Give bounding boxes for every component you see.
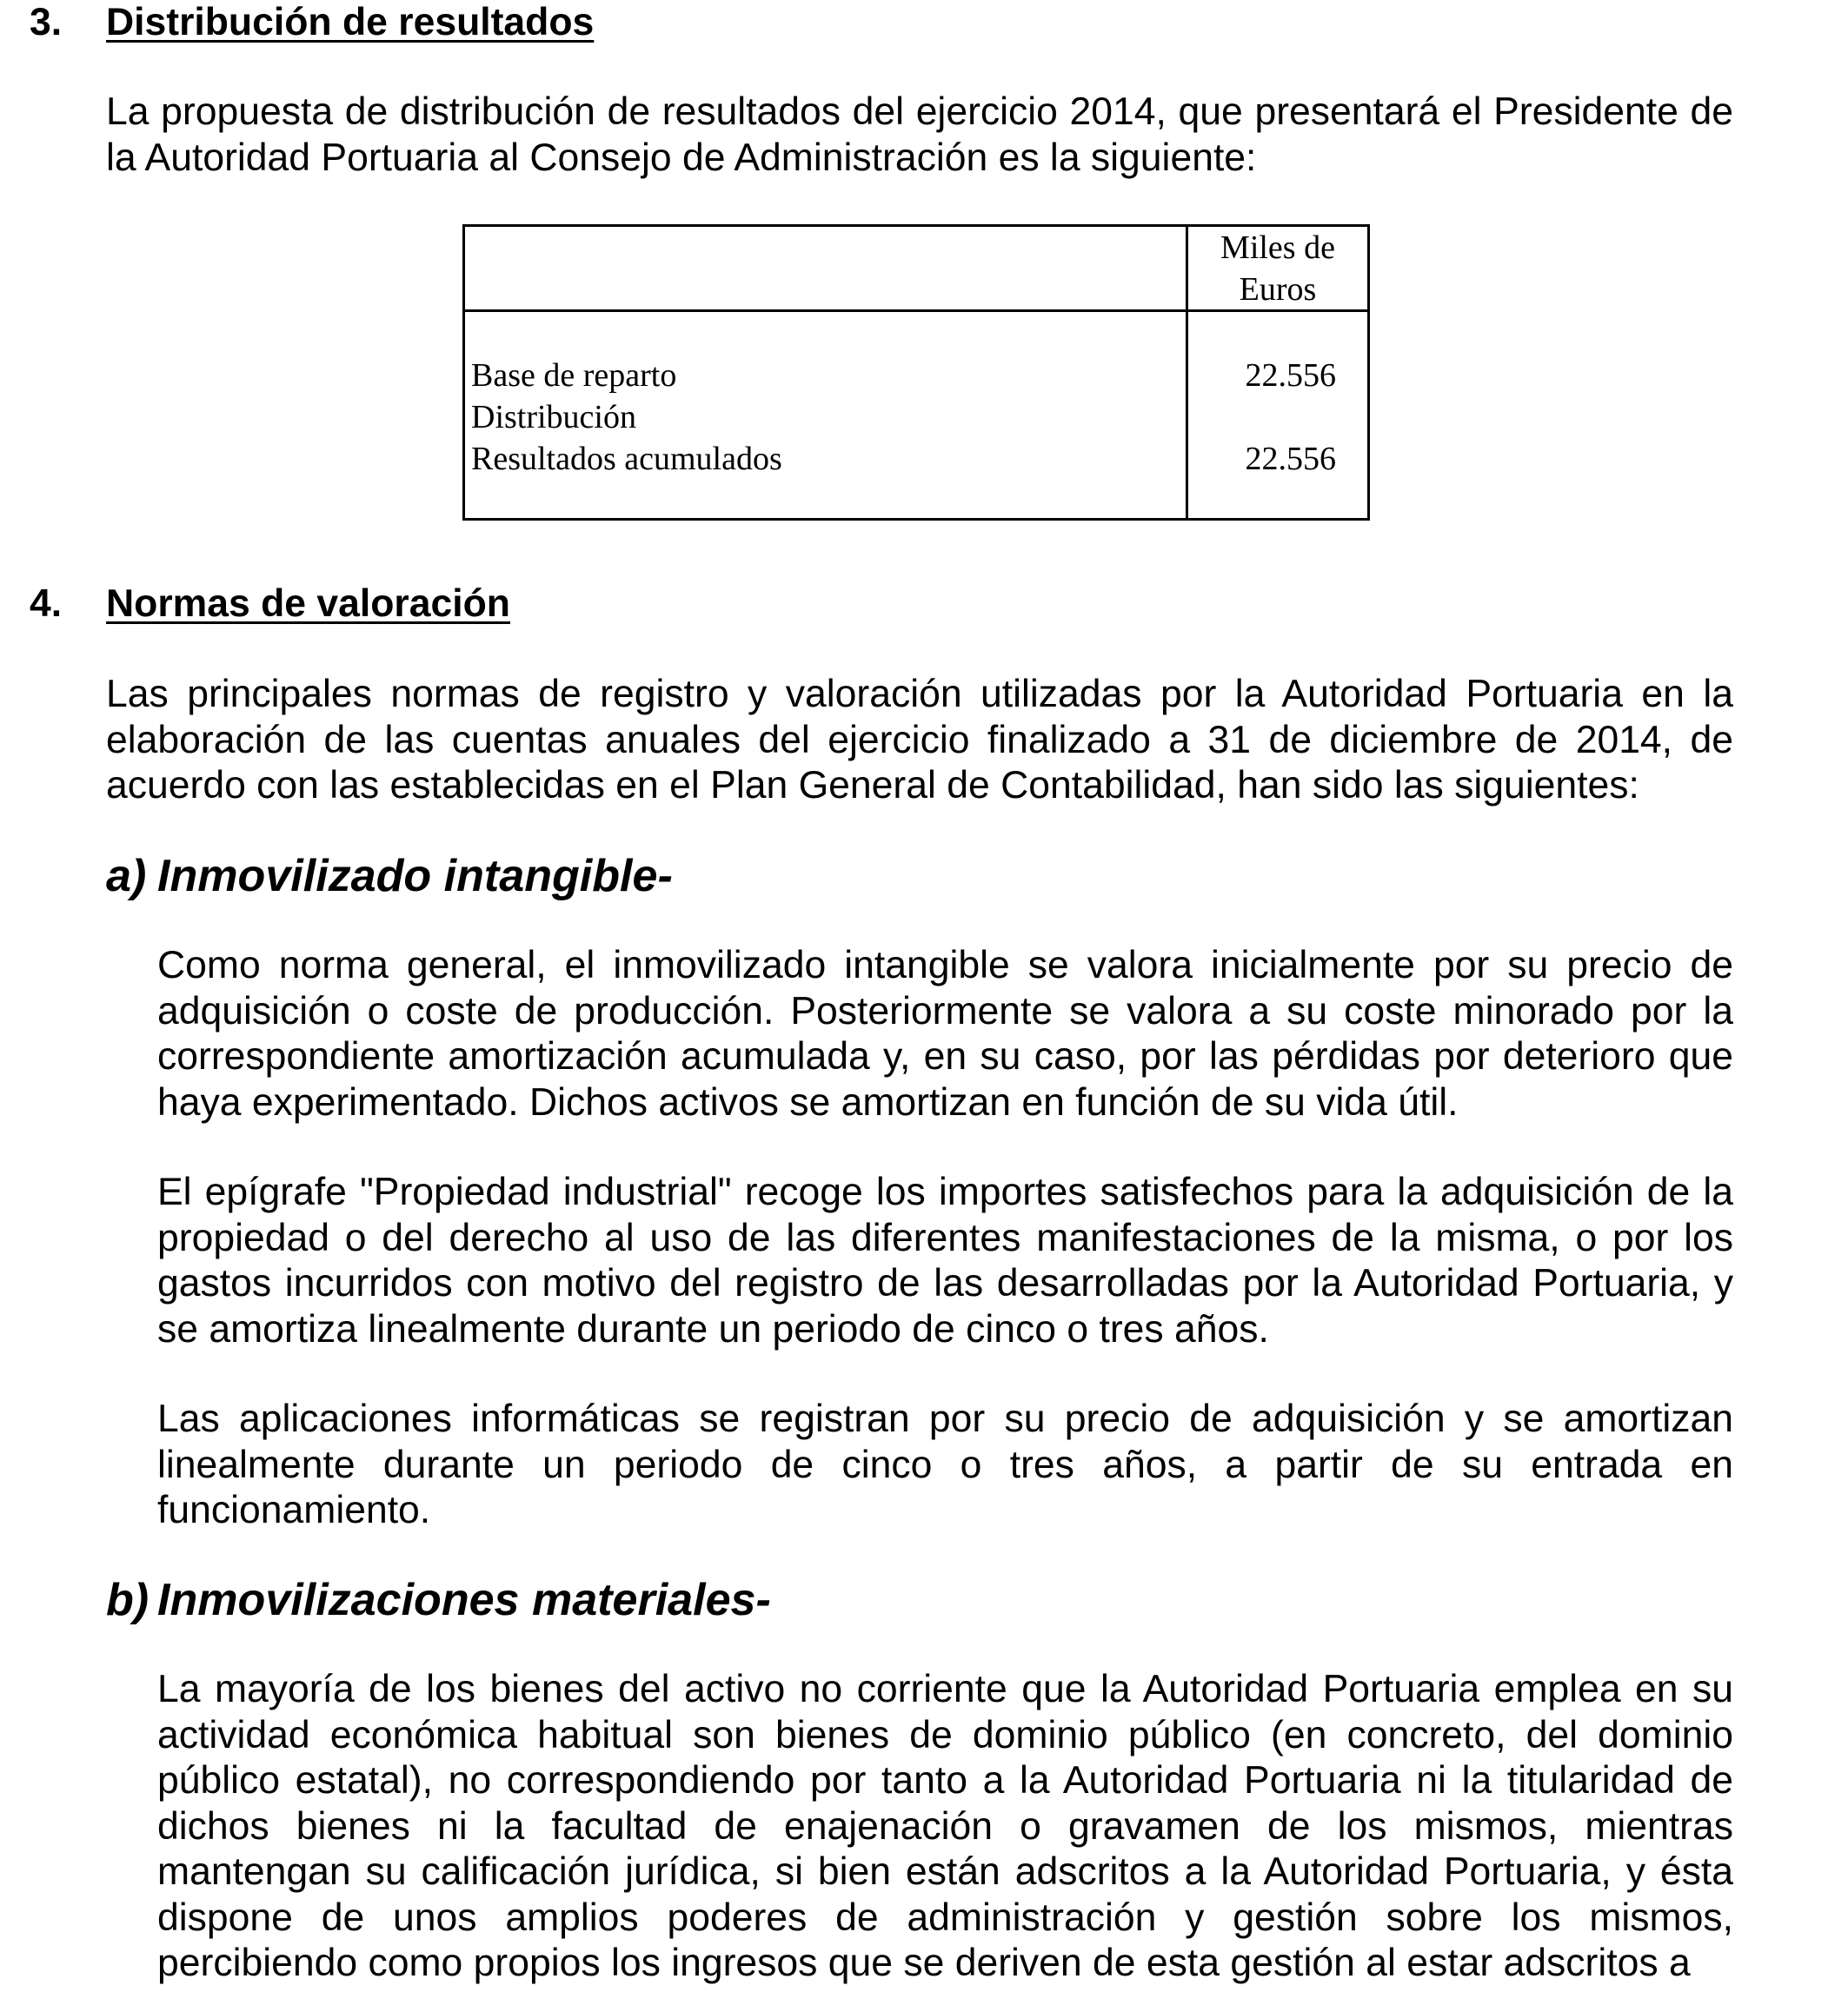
table-column-header: Miles de Euros [1220, 229, 1335, 308]
section-4-title: Normas de valoración [106, 582, 510, 625]
distribution-table [462, 224, 1370, 521]
subsection-a-paragraph-3: Las aplicaciones informáticas se registran por su precio de adquisición y se amortizan linealmente durante un periodo de cinco o tres años, a partir de su entrada en funcionamiento. [157, 1398, 1733, 1531]
section-3-heading [30, 0, 594, 45]
section-4-intro: Las principales normas de registro y valoración utilizadas por la Autoridad Portuaria en la elaboración de las cuentas anuales del ejercicio finalizado a 31 de diciembre de 2014, de acuerdo con las establecidas en el Plan General de Contabilidad, han sido las siguientes: [106, 673, 1733, 807]
subsection-a-letter: a) [106, 851, 147, 901]
table-row-label-distribucion: Distribución [471, 399, 636, 435]
section-3-title: Distribución de resultados [106, 1, 595, 43]
table-row-label-base: Base de reparto [471, 357, 677, 394]
subsection-b-heading [106, 1577, 771, 1624]
section-3-intro: La propuesta de distribución de resultados del ejercicio 2014, que presentará el Presidente de la Autoridad Portuaria al Consejo de Administración es la siguiente: [106, 90, 1733, 179]
table-row-value-resultados: 22.556 [1245, 441, 1336, 477]
section-4-number: 4. [30, 582, 63, 625]
section-4-heading [30, 581, 510, 627]
table-row-value-base: 22.556 [1245, 357, 1336, 394]
subsection-a-title: Inmovilizado intangible- [157, 851, 673, 901]
subsection-b-title: Inmovilizaciones materiales- [157, 1575, 771, 1625]
subsection-a-heading [106, 853, 673, 900]
subsection-b-letter: b) [106, 1575, 150, 1625]
subsection-a-paragraph-1: Como norma general, el inmovilizado intangible se valora inicialmente por su precio de adquisición o coste de producción. Posteriormente se valora a su coste minorado por la correspondiente amortización acumulada y, en su caso, por las pérdidas por deterioro que haya experimentado. Dichos activos se amortizan en función de su vida útil. [157, 944, 1733, 1124]
table-row-label-resultados: Resultados acumulados [471, 441, 782, 477]
section-3-number: 3. [30, 1, 63, 43]
subsection-b-paragraph-1: La mayoría de los bienes del activo no corriente que la Autoridad Portuaria emplea en su actividad económica habitual son bienes de dominio público (en concreto, del dominio público estatal), no correspondiendo por tanto a la Autoridad Portuaria ni la titularidad de dichos bienes ni la facultad de enajenación o gravamen de los mismos, mientras mantengan su calificación jurídica, si bien están adscritos a la Autoridad Portuaria, y ésta dispone de unos amplios poderes de administración y gestión sobre los mismos, percibiendo como propios los ingresos que se deriven de esta gestión al estar adscritos a [157, 1668, 1733, 1984]
subsection-a-paragraph-2: El epígrafe "Propiedad industrial" recoge los importes satisfechos para la adquisición de la propiedad o del derecho al uso de las diferentes manifestaciones de la misma, o por los gastos incurridos con motivo del registro de las desarrolladas por la Autoridad Portuaria, y se amortiza linealmente durante un periodo de cinco o tres años. [157, 1171, 1733, 1351]
